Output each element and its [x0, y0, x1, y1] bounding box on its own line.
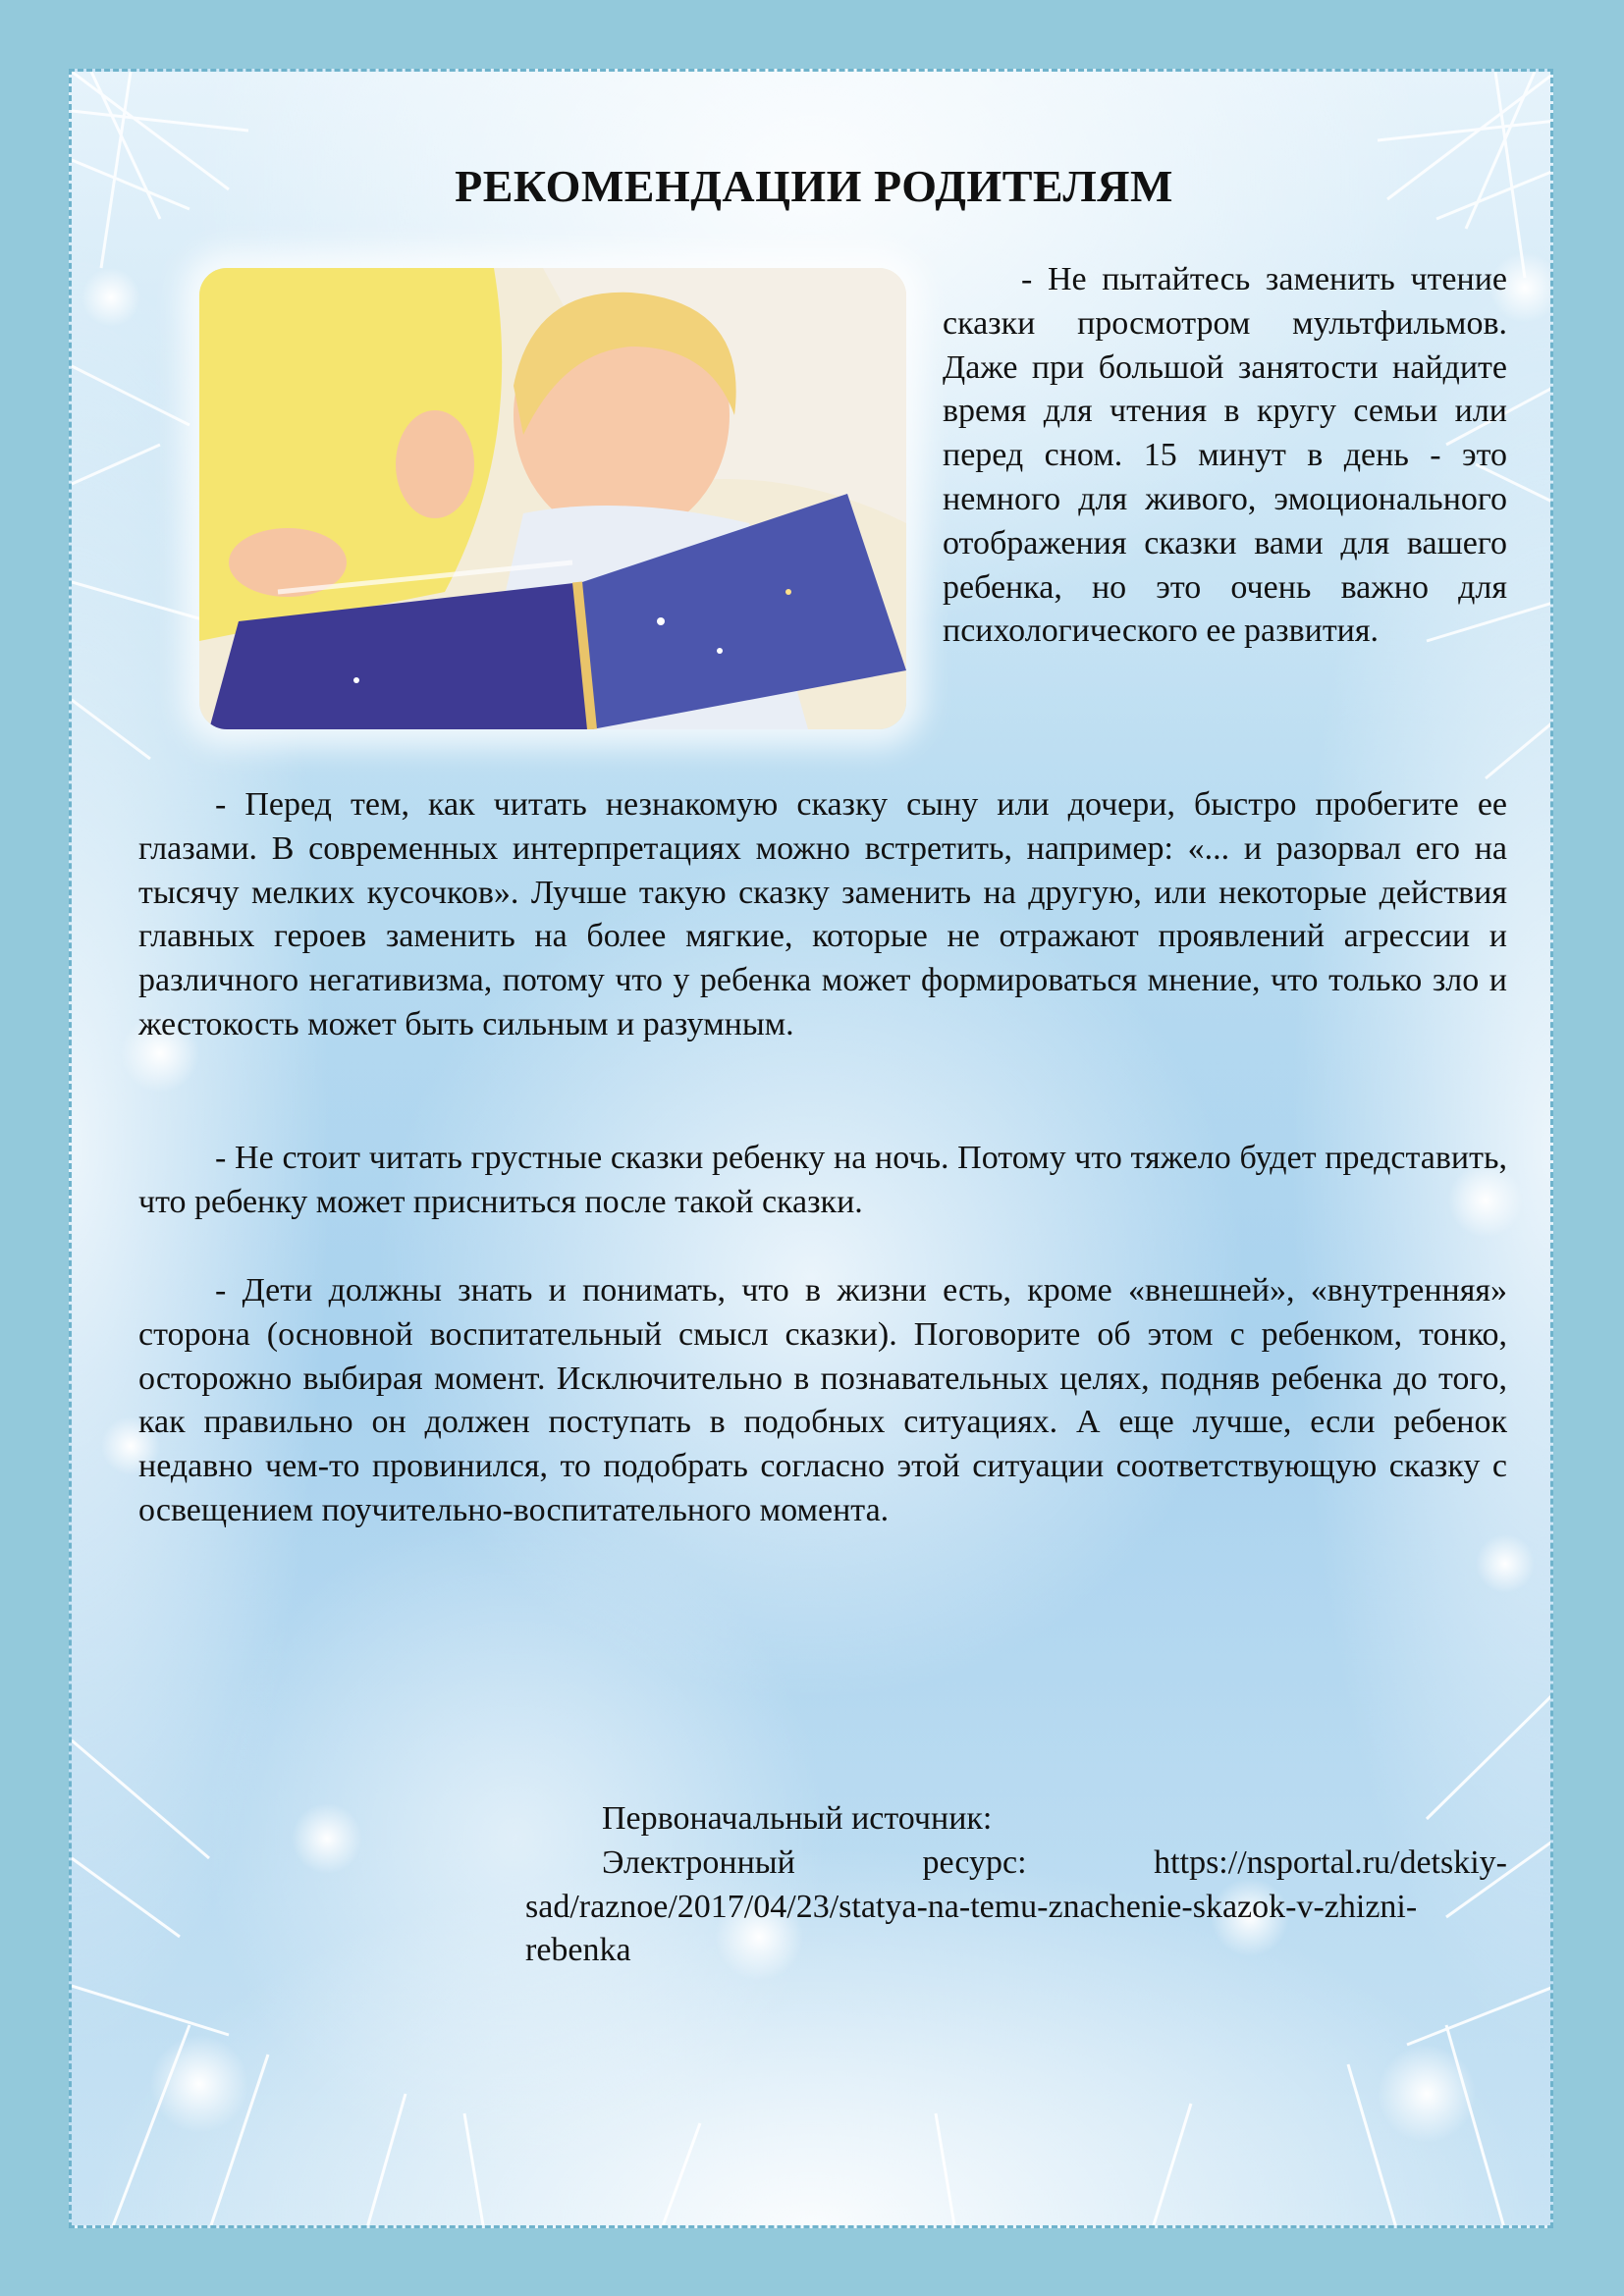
recommendation-paragraph-2: - Перед тем, как читать незнакомую сказку сыну или дочери, быстро пробегите ее глазами. В современных интерпретациях можно встретить, например: «... и разорвал его на тысячу мелких кусочков». Лучше такую сказку заменить на другую, или некоторые действия главных героев заменить на более мягкие, которые не отражают проявлений агрессии и различного негативизма, потому что у ребенка может формироваться мнение, что только зло и жестокость может быть сильным и разумным.: [138, 786, 1507, 1042]
source-block: [525, 1797, 1507, 1973]
recommendation-paragraph-1: - Не пытайтесь заменить чтение сказки просмотром мультфильмов. Даже при большой занятости найдите время для чтения в кругу семьи или перед сном. 15 минут в день - это немного для живого, эмоционального отображения сказки вами для вашего ребенка, но это очень важно для психологического ее развития.: [943, 261, 1507, 650]
photo-illustration: [199, 268, 906, 729]
page-title: РЕКОМЕНДАЦИИ РОДИТЕЛЯМ: [455, 161, 1173, 211]
recommendation-paragraph-4: - Дети должны знать и понимать, что в жизни есть, кроме «внешней», «внутренняя» сторона (основной воспитательный смысл сказки). Поговорите об этом с ребенком, тонко, осторожно выбирая момент. Исключительно в познавательных целях, подняв ребенка до того, как правильно он должен поступать в подобных ситуациях. А еще лучше, если ребенок недавно чем-то провинился, то подобрать согласно этой ситуации соответствующую сказку с освещением поучительно-воспитательного момента.: [138, 1272, 1507, 1528]
source-text: Электронный ресурс: https://nsportal.ru/detskiy-sad/raznoe/2017/04/23/statya-na-temu-znachenie-skazok-v-zhizni-rebenka: [525, 1843, 1507, 1969]
page-frame: [69, 69, 1553, 2228]
source-heading: Первоначальный источник:: [602, 1800, 993, 1837]
parent-reading-photo: [199, 268, 906, 729]
recommendation-paragraph-3: - Не стоит читать грустные сказки ребенку на ночь. Потому что тяжело будет представить, что ребенку может присниться после такой сказки.: [138, 1140, 1507, 1220]
